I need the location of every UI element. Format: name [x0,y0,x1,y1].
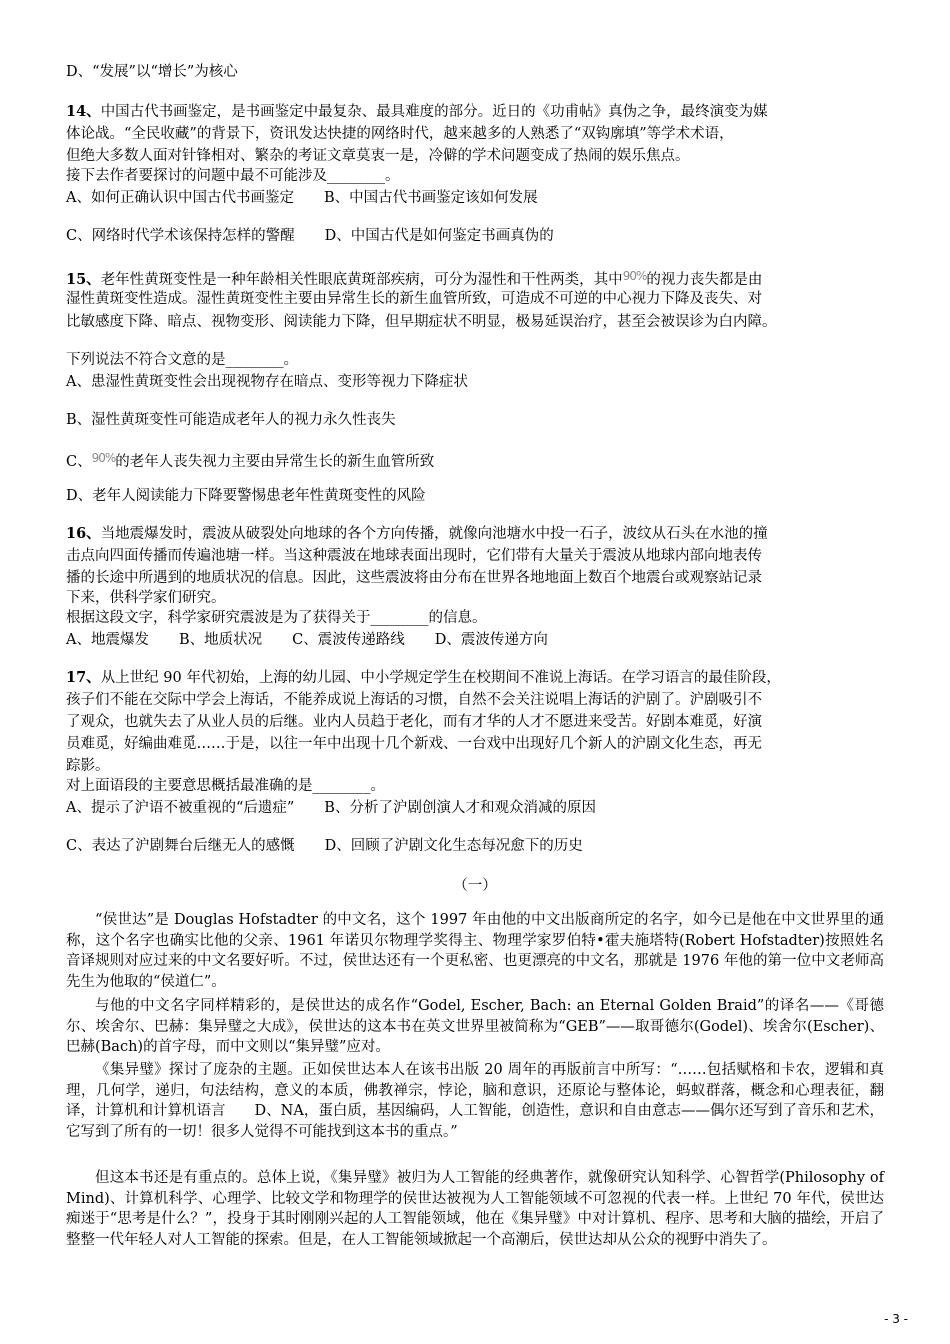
q14-question: 接下去作者要探讨的问题中最不可能涉及________。 [66,168,400,184]
q15-option-c-text: 的老年人丧失视力主要由异常生长的新生血管所致 [115,454,435,470]
q17-options-row-1 [66,798,626,818]
q17-option-a: A、提示了沪语不被重视的“后遗症” [66,800,295,816]
q14-option-c: C、网络时代学术该保持怎样的警醒 [66,228,295,244]
q17-question: 对上面语段的主要意思概括最准确的是________。 [66,778,385,794]
q17-stem-line-3: 了观众，也就失去了从业人员的后继。业内人员趋于老化，而有才华的人才不愿进来受苦。好剧本难觅，好演 [66,714,762,730]
q17-stem-line-4: 员难觅，好编曲难觅……于是，以往一年中出现十几个新戏、一台戏中出现好几个新人的沪剧文化生态，再无 [66,736,762,752]
q14-stem-line-2: 体论战。“全民收藏”的背景下，资讯发达快捷的网络时代，越来越多的人熟悉了“双钩廓填”等学术术语， [66,126,734,142]
q15-option-d: D、老年人阅读能力下降要警惕患老年性黄斑变性的风险 [66,488,426,504]
q16-stem-line-3: 播的长途中所遇到的地质状况的信息。因此，这些震波将由分布在世界各地地面上数百个地震台或观察站记录 [66,570,762,586]
q16-option-d: D、震波传递方向 [434,632,548,648]
q14-stem-line-1 [66,102,768,122]
q13-option-d: D、“发展”以“增长”为核心 [66,64,238,80]
q14-number: 14、 [66,103,101,120]
q14-stem-line-3: 但绝大多数人面对针锋相对、繁杂的考证文章莫衷一是，冷僻的学术问题变成了热闹的娱乐焦点。 [66,148,690,164]
q15-stem-text-1b: 的视力丧失都是由 [646,272,763,288]
passage-paragraph-3: 《集异璧》探讨了庞杂的主题。正如侯世达本人在该书出版 20 周年的再版前言中所写：“……包括赋格和卡农，逻辑和真理，几何学，递归，句法结构，意义的本质，佛教禅宗，悖论，脑和意识，还原论与整体论，蚂蚁群落，概念和心理表征，翻译，计算机和计算机语言 D、NA，蛋白质，基因编码，人工智能，创造性，意识和自由意志——偶尔还写到了音乐和艺术，它写到了所有的一切！很多人觉得不可能找到这本书的重点。” [66,1062,884,1140]
q14-options-row-1 [66,188,568,208]
q17-stem-text-1: 从上世纪 90 年代初始，上海的幼儿园、中小学规定学生在校期间不准说上海话。在学习语言的最佳阶段， [100,670,781,686]
q15-question: 下列说法不符合文意的是________。 [66,352,298,368]
q17-option-d: D、回顾了沪剧文化生态每况愈下的历史 [324,838,583,854]
q16-question: 根据这段文字，科学家研究震波是为了获得关于________的信息。 [66,610,487,626]
q15-stem-line-2: 湿性黄斑变性造成。湿性黄斑变性主要由异常生长的新生血管所致，可造成不可逆的中心视力下降及丧失、对 [66,291,762,307]
q16-stem-line-2: 击点向四面传播而传遍池塘一样。当这种震波在地球表面出现时，它们带有大量关于震波从地球内部向地表传 [66,548,762,564]
q17-stem-line-5: 踪影。 [66,758,110,774]
q15-stem-text-1a: 老年性黄斑变性是一种年龄相关性眼底黄斑部疾病，可分为湿性和干性两类，其中 [100,272,623,288]
q16-stem-line-4: 下来，供科学家们研究。 [66,590,226,606]
q17-option-c: C、表达了沪剧舞台后继无人的感慨 [66,838,295,854]
passage-paragraph-4: 但这本书还是有重点的。总体上说，《集异璧》被归为人工智能的经典著作，就像研究认知科学、心智哲学(Philosophy of Mind)、计算机科学、心理学、比较文学和物理学的侯世达被视为人工智能领域不可忽视的代表一样。上世纪 70 年代，侯世达痴迷于“思考是什么？”，投身于其时刚刚兴起的人工智能领域，他在《集异璧》中对计算机、程序、思考和大脑的描绘，开启了整整一代年轻人对人工智能的探索。但是，在人工智能领域掀起一个高潮后，侯世达却从公众的视野中消失了。 [66,1170,884,1248]
q16-stem-line-1 [66,524,768,544]
q15-option-a: A、患湿性黄斑变性会出现视物存在暗点、变形等视力下降症状 [66,374,468,390]
passage-paragraph-2: 与他的中文名字同样精彩的，是侯世达的成名作“Godel, Escher, Bach: an Eternal Golden Braid”的译名——《哥德尔、埃舍尔、巴赫：集异璧之大成》，侯世达的这本书在英文世界里被简称为“GEB”——取哥德尔(Godel)、埃舍尔(Escher)、巴赫(Bach)的首字母，而中文则以“集异璧”应对。 [66,998,884,1055]
q17-number: 17、 [66,669,101,686]
q17-stem-line-2: 孩子们不能在交际中学会上海话，不能养成说上海话的习惯，自然不会关注说唱上海话的沪剧了。沪剧吸引不 [66,692,762,708]
q15-stem-line-1 [66,266,762,290]
q16-number: 16、 [66,525,101,542]
q15-option-c-prefix: C、 [66,454,92,470]
page-number: - 3 - [884,1312,908,1326]
q15-option-c-percent: 90% [91,451,116,465]
q17-options-row-2 [66,836,613,856]
q15-option-b: B、湿性黄斑变性可能造成老年人的视力永久性丧失 [66,412,396,428]
q16-stem-text-1: 当地震爆发时，震波从破裂处向地球的各个方向传播，就像向池塘水中投一石子，波纹从石头在水池的撞 [100,526,768,542]
q14-options-row-2 [66,226,584,246]
q17-option-b: B、分析了沪剧创演人才和观众消减的原因 [324,800,596,816]
q16-options-row [66,630,578,650]
q15-option-c [66,448,434,472]
q14-option-d: D、中国古代是如何鉴定书画真伪的 [324,228,554,244]
q14-option-b: B、中国古代书画鉴定该如何发展 [323,190,538,206]
q16-option-c: C、震波传递路线 [292,632,405,648]
passage-paragraph-1: “侯世达”是 Douglas Hofstadter 的中文名，这个 1997 年由他的中文出版商所定的名字，如今已是他在中文世界里的通称，这个名字也确实比他的父亲、1961 年诺贝尔物理学奖得主、物理学家罗伯特•霍夫施塔特(Robert Hofstadter)按照姓名音译规则对应过来的中文名要好听。不过，侯世达还有一个更私密、也更漂亮的中文名，那就是 1976 年他的第一位中文老师高先生为他取的“侯道仁”。 [66,912,884,990]
q15-number: 15、 [66,271,101,288]
q14-option-a: A、如何正确认识中国古代书画鉴定 [66,190,294,206]
q16-option-a: A、地震爆发 [66,632,149,648]
q17-stem-line-1 [66,668,781,688]
q15-stem-line-3: 比敏感度下降、暗点、视物变形、阅读能力下降，但早期症状不明显，极易延误治疗，甚至会被误诊为白内障。 [66,314,777,330]
q16-option-b: B、地质状况 [178,632,263,648]
q15-percent: 90% [622,269,647,283]
section-title: （一） [453,878,497,894]
q14-stem-text-1: 中国古代书画鉴定，是书画鉴定中最复杂、最具难度的部分。近日的《功甫帖》真伪之争，最终演变为媒 [100,104,768,120]
